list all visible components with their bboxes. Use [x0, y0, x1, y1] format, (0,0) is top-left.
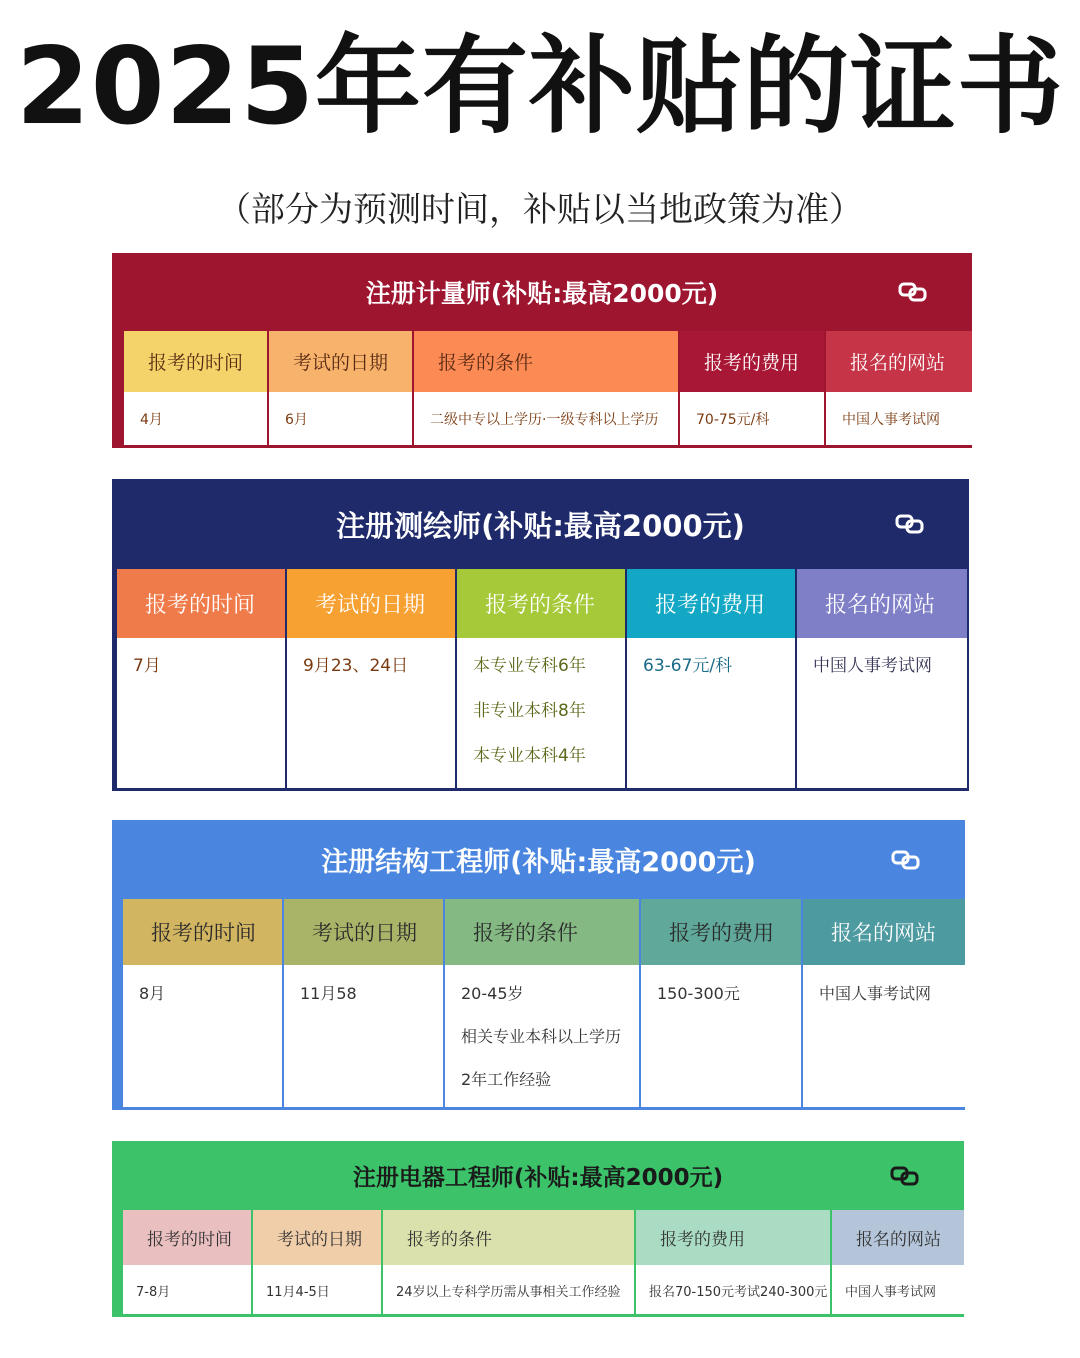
link-icon[interactable] — [895, 512, 925, 536]
column-header-time: 报考的时间 — [123, 899, 284, 965]
column-header-time: 报考的时间 — [123, 1210, 253, 1265]
value-conditions: 20-45岁 相关专业本科以上学历 2年工作经验 — [445, 965, 641, 1107]
value-time: 8月 — [123, 965, 284, 1107]
column-header-row — [123, 1210, 964, 1265]
column-header-date: 考试的日期 — [287, 569, 457, 638]
card-header — [112, 253, 972, 331]
column-header-fee: 报考的费用 — [680, 331, 826, 392]
value-time: 7月 — [117, 638, 287, 788]
value-row — [123, 1265, 964, 1314]
value-row — [123, 965, 965, 1107]
value-date: 11月58 — [284, 965, 445, 1107]
column-header-website: 报名的网站 — [797, 569, 967, 638]
column-header-time: 报考的时间 — [117, 569, 287, 638]
value-date: 6月 — [269, 392, 414, 445]
value-date: 11月4-5日 — [253, 1265, 383, 1314]
column-header-row — [117, 569, 967, 638]
certificate-card-electrical — [112, 1141, 964, 1317]
card-title: 注册计量师(补贴:最高2000元) — [365, 279, 719, 308]
card-header — [112, 479, 969, 569]
link-icon[interactable] — [890, 1164, 920, 1188]
column-header-conditions: 报考的条件 — [414, 331, 680, 392]
column-header-conditions: 报考的条件 — [457, 569, 627, 638]
column-header-website: 报名的网站 — [803, 899, 965, 965]
value-website: 中国人事考试网 — [845, 1285, 937, 1300]
card-title: 注册结构工程师(补贴:最高2000元) — [321, 847, 756, 878]
value-conditions: 24岁以上专科学历需从事相关工作经验 — [383, 1265, 636, 1314]
column-header-fee: 报考的费用 — [636, 1210, 832, 1265]
column-header-date: 考试的日期 — [253, 1210, 383, 1265]
column-header-conditions: 报考的条件 — [383, 1210, 636, 1265]
page-title: 2025年有补贴的证书 — [15, 25, 1065, 148]
page-subtitle: （部分为预测时间，补贴以当地政策为准） — [217, 190, 863, 230]
value-fee: 63-67元/科 — [627, 638, 797, 788]
value-conditions: 本专业专科6年 非专业本科8年 本专业本科4年 — [457, 638, 627, 788]
column-header-row — [123, 899, 965, 965]
value-time: 4月 — [124, 392, 269, 445]
certificate-card-structural — [112, 820, 965, 1110]
column-header-fee: 报考的费用 — [627, 569, 797, 638]
column-header-conditions: 报考的条件 — [445, 899, 641, 965]
column-header-time: 报考的时间 — [124, 331, 269, 392]
value-fee: 150-300元 — [641, 965, 803, 1107]
value-website: 中国人事考试网 — [819, 984, 932, 1003]
value-website: 中国人事考试网 — [813, 656, 932, 676]
value-time: 7-8月 — [123, 1265, 253, 1314]
link-icon[interactable] — [891, 848, 921, 872]
value-row — [124, 392, 972, 445]
card-header — [112, 1141, 964, 1210]
card-title: 注册电器工程师(补贴:最高2000元) — [352, 1165, 724, 1191]
value-date: 9月23、24日 — [287, 638, 457, 788]
column-header-website: 报名的网站 — [826, 331, 972, 392]
card-header — [112, 820, 965, 899]
value-conditions: 二级中专以上学历·一级专科以上学历 — [414, 392, 680, 445]
column-header-date: 考试的日期 — [284, 899, 445, 965]
value-fee: 70-75元/科 — [680, 392, 826, 445]
card-title: 注册测绘师(补贴:最高2000元) — [336, 508, 745, 543]
certificate-card-metrology — [112, 253, 972, 448]
column-header-fee: 报考的费用 — [641, 899, 803, 965]
certificate-card-surveying — [112, 479, 969, 791]
value-row — [117, 638, 967, 788]
link-icon[interactable] — [898, 280, 928, 304]
column-header-date: 考试的日期 — [269, 331, 414, 392]
column-header-row — [124, 331, 972, 392]
value-website: 中国人事考试网 — [842, 412, 940, 428]
value-fee: 报名70-150元考试240-300元 — [636, 1265, 832, 1314]
column-header-website: 报名的网站 — [832, 1210, 964, 1265]
